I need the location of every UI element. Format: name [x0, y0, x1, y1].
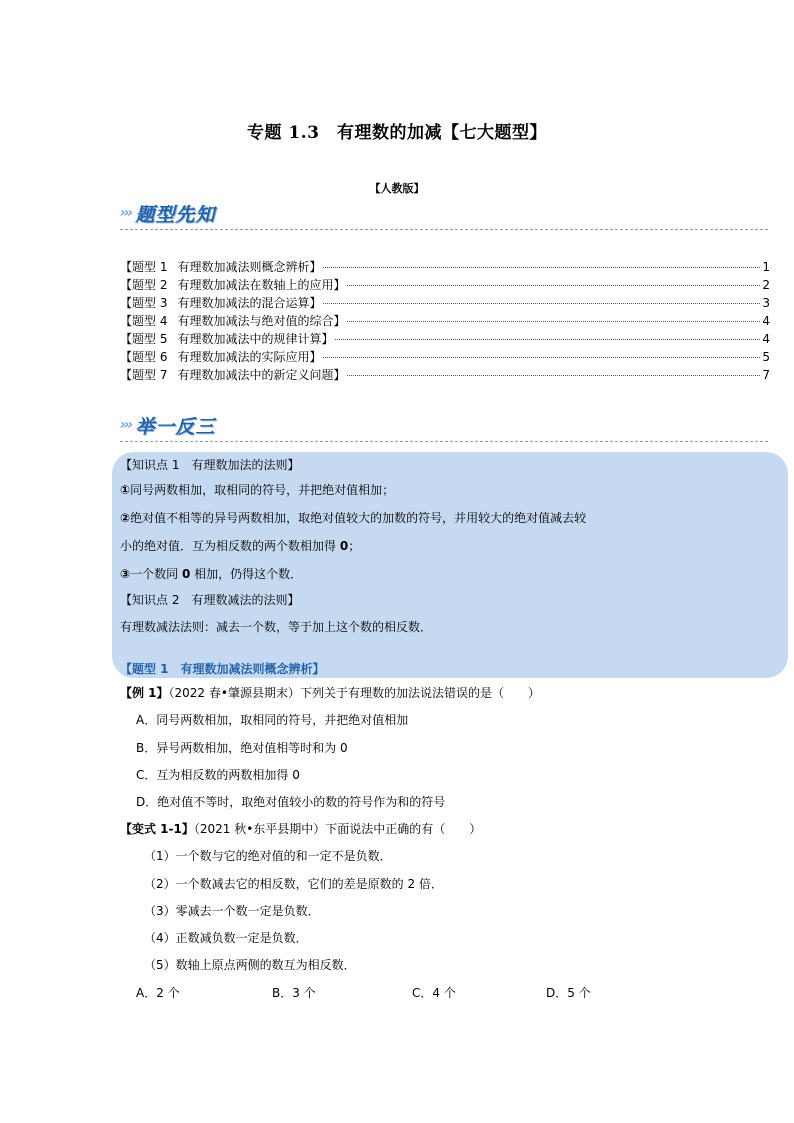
toc-entry[interactable]: 【题型 6 有理数加减法的实际应用】 5	[120, 350, 770, 364]
rule-2: ②绝对值不相等的异号两数相加，取绝对值较大的加数的符号，并用较大的绝对值减去较	[120, 511, 587, 525]
leader-dots	[347, 321, 760, 322]
leader-dots	[323, 267, 760, 268]
variant-1-1-statement: （3）零减去一个数一定是负数．	[144, 904, 320, 918]
variant-1-1-option-d: D．5 个	[546, 986, 591, 1000]
toc-page-number: 5	[762, 350, 770, 364]
banner-topic-preview	[120, 200, 215, 226]
example-1-option-b: B．异号两数相加，绝对值相等时和为 0	[136, 741, 348, 755]
toc-entry[interactable]: 【题型 5 有理数加减法中的规律计算】 4	[120, 332, 770, 346]
banner-examples	[120, 412, 215, 438]
toc-page-number: 2	[762, 278, 770, 292]
variant-1-1-option-c: C．4 个	[412, 986, 456, 1000]
rule-3: ③一个数同 0 相加，仍得这个数．	[120, 567, 303, 581]
toc-entry[interactable]: 【题型 1 有理数加减法则概念辨析】 1	[120, 260, 770, 274]
example-1-option-a: A．同号两数相加，取相同的符号，并把绝对值相加	[136, 713, 409, 727]
rule-1: ①同号两数相加，取相同的符号，并把绝对值相加；	[120, 483, 395, 497]
toc-page-number: 7	[762, 368, 770, 382]
knowledge-point-1-title: 【知识点 1 有理数加法的法则】	[120, 458, 300, 472]
leader-dots	[347, 375, 760, 376]
rule-2-continued: 小的绝对值．互为相反数的两个数相加得 0；	[120, 539, 361, 553]
leader-dots	[335, 339, 760, 340]
variant-1-1-statement: （4）正数减负数一定是负数．	[144, 931, 308, 945]
example-1-question: 【例 1】（2022 春•肇源县期末）下列关于有理数的加法说法错误的是（ ）	[120, 686, 540, 700]
toc-entry[interactable]: 【题型 2 有理数加减法在数轴上的应用】 2	[120, 278, 770, 292]
toc-page-number: 3	[762, 296, 770, 310]
toc-entry[interactable]: 【题型 7 有理数加减法中的新定义问题】 7	[120, 368, 770, 382]
variant-1-1-statement: （1）一个数与它的绝对值的和一定不是负数．	[144, 849, 392, 863]
toc-entry[interactable]: 【题型 4 有理数加减法与绝对值的综合】 4	[120, 314, 770, 328]
toc-page-number: 4	[762, 314, 770, 328]
variant-1-1-option-b: B．3 个	[272, 986, 316, 1000]
triple-chevron-icon: ›››	[120, 205, 132, 221]
subtraction-rule: 有理数减法法则：减去一个数，等于加上这个数的相反数．	[120, 620, 433, 634]
section-title-topic-1: 【题型 1 有理数加减法则概念辨析】	[120, 662, 325, 676]
variant-1-1-question: 【变式 1-1】（2021 秋•东平县期中）下面说法中正确的有（ ）	[120, 822, 482, 836]
toc-page-number: 4	[762, 332, 770, 346]
variant-1-1-option-a: A．2 个	[136, 986, 180, 1000]
divider	[120, 229, 768, 230]
leader-dots	[323, 357, 760, 358]
variant-1-1-statement: （5）数轴上原点两侧的数互为相反数．	[144, 958, 356, 972]
example-1-option-c: C．互为相反数的两数相加得 0	[136, 768, 300, 782]
edition-label: 【人教版】	[369, 182, 425, 195]
knowledge-point-2-title: 【知识点 2 有理数减法的法则】	[120, 593, 300, 607]
leader-dots	[323, 303, 760, 304]
divider	[120, 441, 768, 442]
example-1-option-d: D．绝对值不等时，取绝对值较小的数的符号作为和的符号	[136, 795, 446, 809]
variant-1-1-statement: （2）一个数减去它的相反数，它们的差是原数的 2 倍．	[144, 877, 443, 891]
toc-page-number: 1	[762, 260, 770, 274]
leader-dots	[347, 285, 760, 286]
table-of-contents	[120, 258, 770, 384]
triple-chevron-icon: ›››	[120, 417, 132, 433]
banner-text: 举一反三	[135, 415, 216, 438]
banner-text: 题型先知	[135, 203, 216, 226]
toc-entry[interactable]: 【题型 3 有理数加减法的混合运算】 3	[120, 296, 770, 310]
document-title: 专题 1.3 有理数的加减【七大题型】	[247, 123, 547, 143]
